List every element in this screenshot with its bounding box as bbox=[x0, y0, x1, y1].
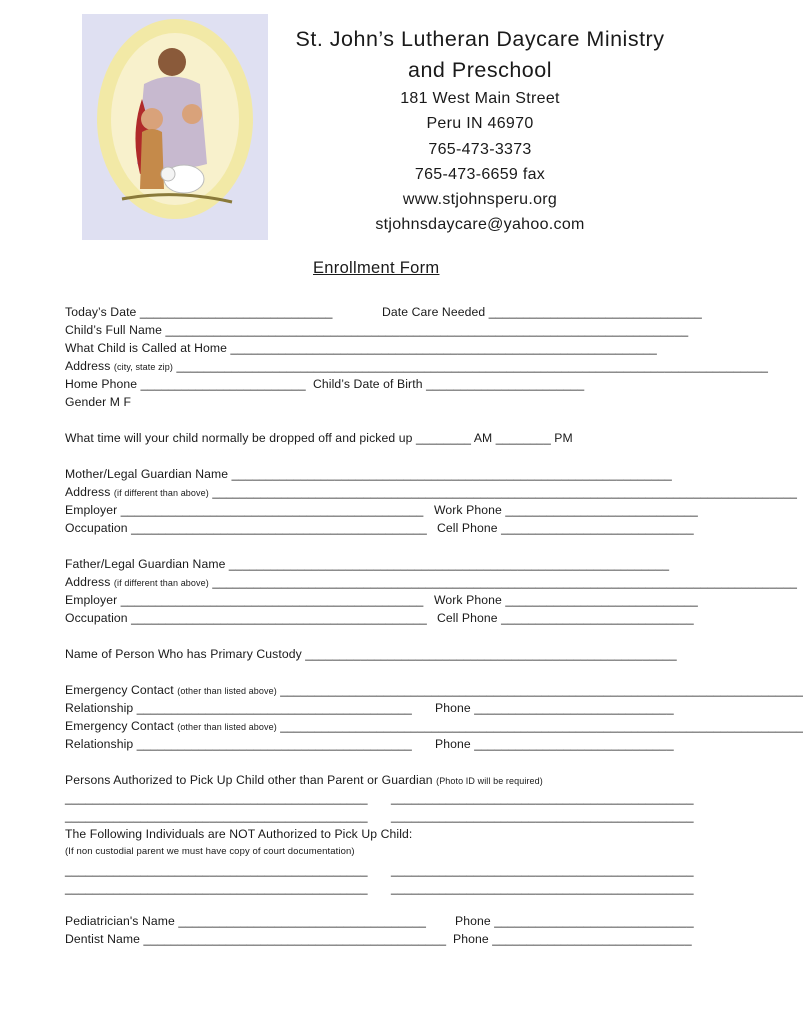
row-phone-dob bbox=[65, 377, 710, 395]
address-blank: ______________________________________________________________________________________ bbox=[176, 359, 768, 373]
row-relationship-2 bbox=[65, 737, 710, 755]
father-address-blank: _____________________________________________________________________________________ bbox=[212, 575, 797, 589]
mother-work-phone-field[interactable]: Work Phone ____________________________ bbox=[434, 503, 698, 517]
mother-name-field[interactable]: Mother/Legal Guardian Name ________________________________________________________________ bbox=[65, 467, 672, 481]
relationship-1-field[interactable]: Relationship ________________________________________ bbox=[65, 701, 412, 715]
father-address-field[interactable] bbox=[65, 575, 797, 593]
authorized-person-1-field[interactable]: ____________________________________________ bbox=[65, 791, 368, 805]
authorized-pickup-label: Persons Authorized to Pick Up Child other than Parent or Guardian bbox=[65, 773, 433, 787]
not-authorized-heading: The Following Individuals are NOT Authorized to Pick Up Child: bbox=[65, 827, 413, 841]
row-mother-employer bbox=[65, 503, 710, 521]
emergency-contact-2-field[interactable] bbox=[65, 719, 803, 737]
not-authorized-2-field[interactable]: ____________________________________________ bbox=[391, 863, 694, 877]
emergency-contact-2-blank: ____________________________________________________________________________ bbox=[280, 719, 803, 733]
todays-date-field[interactable]: Today’s Date ____________________________ bbox=[65, 305, 333, 319]
pediatrician-phone-field[interactable]: Phone _____________________________ bbox=[455, 914, 694, 928]
emergency-contact-1-hint: (other than listed above) bbox=[177, 686, 277, 696]
daycare-title bbox=[270, 24, 690, 86]
mother-address-hint: (if different than above) bbox=[113, 488, 209, 498]
pediatrician-name-field[interactable]: Pediatrician's Name ____________________________________ bbox=[65, 914, 426, 928]
primary-custody-field[interactable]: Name of Person Who has Primary Custody ______________________________________________________ bbox=[65, 647, 677, 661]
authorized-person-2-field[interactable]: ____________________________________________ bbox=[391, 791, 694, 805]
authorized-person-4-field[interactable]: ____________________________________________ bbox=[391, 809, 694, 823]
form-title: Enrollment Form bbox=[313, 259, 440, 277]
mother-cell-phone-field[interactable]: Cell Phone ____________________________ bbox=[437, 521, 694, 535]
row-authorized-2 bbox=[65, 809, 710, 827]
father-name-field[interactable]: Father/Legal Guardian Name ________________________________________________________________ bbox=[65, 557, 670, 571]
dropoff-pickup-field[interactable]: What time will your child normally be dropped off and picked up ________ AM ________ PM bbox=[65, 431, 573, 445]
row-not-authorized-1 bbox=[65, 863, 710, 881]
mother-address-label: Address bbox=[65, 485, 111, 499]
father-employer-field[interactable]: Employer ____________________________________________ bbox=[65, 593, 424, 607]
row-mother-occupation bbox=[65, 521, 710, 539]
father-work-phone-field[interactable]: Work Phone ____________________________ bbox=[434, 593, 698, 607]
row-not-authorized-2 bbox=[65, 881, 710, 899]
emergency-contact-1-blank: ____________________________________________________________________________ bbox=[280, 683, 803, 697]
website: www.stjohnsperu.org bbox=[402, 191, 558, 209]
title-line-2: and Preschool bbox=[408, 58, 552, 82]
relationship-2-field[interactable]: Relationship ________________________________________ bbox=[65, 737, 412, 751]
emergency-contact-1-label: Emergency Contact bbox=[65, 683, 174, 697]
father-address-hint: (if different than above) bbox=[113, 578, 209, 588]
row-authorized-1 bbox=[65, 791, 710, 809]
dentist-name-field[interactable]: Dentist Name ____________________________________________ bbox=[65, 932, 447, 946]
child-dob-field[interactable]: Child’s Date of Birth _______________________ bbox=[313, 377, 585, 391]
authorized-person-3-field[interactable]: ____________________________________________ bbox=[65, 809, 368, 823]
mother-employer-field[interactable]: Employer ____________________________________________ bbox=[65, 503, 424, 517]
not-authorized-3-field[interactable]: ____________________________________________ bbox=[65, 881, 368, 895]
street-address: 181 West Main Street bbox=[400, 90, 560, 107]
not-authorized-1-field[interactable]: ____________________________________________ bbox=[65, 863, 368, 877]
emergency-contact-2-label: Emergency Contact bbox=[65, 719, 174, 733]
dentist-phone-field[interactable]: Phone _____________________________ bbox=[453, 932, 692, 946]
not-authorized-4-field[interactable]: ____________________________________________ bbox=[391, 881, 694, 895]
mother-address-blank: _____________________________________________________________________________________ bbox=[212, 485, 797, 499]
contact-info bbox=[270, 86, 690, 238]
email: stjohnsdaycare@yahoo.com bbox=[375, 216, 585, 234]
mother-occupation-field[interactable]: Occupation ___________________________________________ bbox=[65, 521, 427, 535]
mother-address-field[interactable] bbox=[65, 485, 797, 503]
jesus-with-children-illustration bbox=[82, 14, 268, 240]
row-relationship-1 bbox=[65, 701, 710, 719]
father-address-label: Address bbox=[65, 575, 111, 589]
address-field[interactable] bbox=[65, 359, 768, 377]
gender-field[interactable]: Gender M F bbox=[65, 395, 132, 409]
emergency-phone-1-field[interactable]: Phone _____________________________ bbox=[435, 701, 674, 715]
address-label: Address bbox=[65, 359, 111, 373]
authorized-pickup-heading bbox=[65, 773, 710, 791]
phone-number: 765-473-3373 bbox=[428, 140, 532, 158]
father-cell-phone-field[interactable]: Cell Phone ____________________________ bbox=[437, 611, 694, 625]
called-at-home-field[interactable]: What Child is Called at Home ______________________________________________________________ bbox=[65, 341, 657, 355]
row-dates bbox=[65, 305, 710, 323]
emergency-contact-1-field[interactable] bbox=[65, 683, 803, 701]
row-dentist bbox=[65, 932, 710, 950]
city-state-zip: Peru IN 46970 bbox=[426, 115, 534, 133]
row-father-occupation bbox=[65, 611, 710, 629]
row-father-employer bbox=[65, 593, 710, 611]
title-line-1: St. John’s Lutheran Daycare Ministry bbox=[295, 27, 665, 51]
address-hint: (city, state zip) bbox=[113, 362, 173, 372]
emergency-phone-2-field[interactable]: Phone _____________________________ bbox=[435, 737, 674, 751]
childs-full-name-field[interactable]: Child’s Full Name ____________________________________________________________________________ bbox=[65, 323, 689, 337]
photo-id-note: (Photo ID will be required) bbox=[436, 776, 543, 786]
noncustodial-note: (If non custodial parent we must have copy of court documentation) bbox=[65, 846, 355, 857]
date-care-needed-field[interactable]: Date Care Needed _______________________________ bbox=[382, 305, 702, 319]
father-occupation-field[interactable]: Occupation ___________________________________________ bbox=[65, 611, 427, 625]
home-phone-field[interactable]: Home Phone ________________________ bbox=[65, 377, 306, 391]
emergency-contact-2-hint: (other than listed above) bbox=[177, 722, 277, 732]
row-pediatrician bbox=[65, 914, 710, 932]
fax-number: 765-473-6659 fax bbox=[414, 165, 546, 183]
